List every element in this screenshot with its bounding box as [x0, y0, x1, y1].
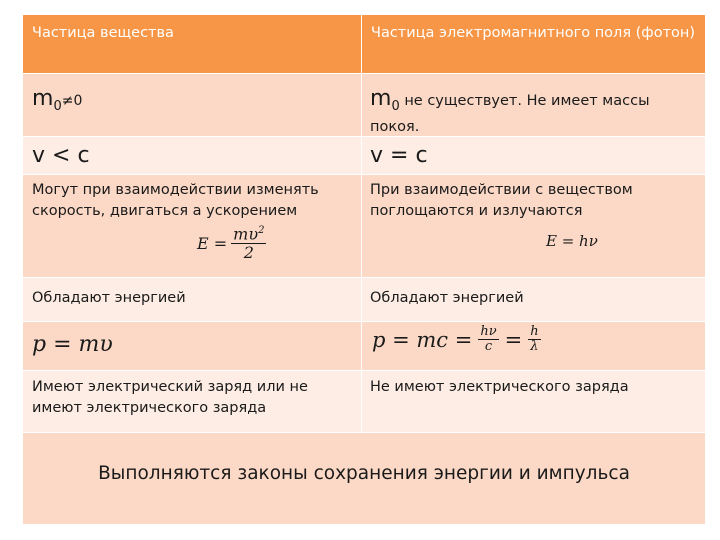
header-cell-photon: [362, 15, 706, 74]
matter-mass-text: m0≠0: [32, 86, 83, 114]
cell-matter-interaction: [23, 175, 362, 278]
photon-mass-text: m0 не существует. Не имеет массы покоя.: [370, 86, 650, 135]
header-cell-matter: [23, 15, 362, 74]
matter-energy-text: Обладают энергией: [32, 290, 186, 306]
photon-energy-formula: E = hν: [546, 232, 598, 250]
cell-photon-mass: [362, 74, 706, 137]
cell-photon-momentum: [362, 322, 706, 371]
table-row-footer: [23, 433, 706, 525]
matter-interaction-text: Могут при взаимодействии изменять скорость, двигаться а ускорением: [32, 182, 319, 219]
cell-matter-momentum: [23, 322, 362, 371]
comparison-table: [22, 14, 706, 525]
cell-photon-interaction: [362, 175, 706, 278]
header-row: [23, 15, 706, 74]
cell-photon-energy: [362, 278, 706, 322]
photon-momentum-formula: p = mc = $\frac{h\nu}{c}$ = $\frac{h}{\lambda}$: [372, 324, 539, 355]
table-row-charge: [23, 371, 706, 433]
conservation-laws-text: Выполняются законы сохранения энергии и импульса: [98, 463, 630, 484]
header-photon-label: Частица электромагнитного поля (фотон): [371, 25, 696, 41]
matter-speed-text: v < c: [32, 143, 90, 168]
cell-conservation-laws: [23, 433, 706, 525]
photon-speed-text: v = c: [370, 143, 428, 168]
matter-momentum-formula: p = mυ: [32, 332, 113, 357]
kinetic-energy-formula: E = $\frac{m\upsilon^2}{2}$: [197, 224, 265, 262]
cell-photon-speed: [362, 137, 706, 175]
header-matter-label: Частица вещества: [32, 25, 174, 41]
cell-matter-energy: [23, 278, 362, 322]
table-row-speed: [23, 137, 706, 175]
table-row-interaction: [23, 175, 706, 278]
cell-matter-speed: [23, 137, 362, 175]
table-row-momentum: [23, 322, 706, 371]
table-row-mass: [23, 74, 706, 137]
table-row-energy: [23, 278, 706, 322]
photon-interaction-text: При взаимодействии с веществом поглощаются и излучаются: [370, 182, 633, 219]
photon-charge-text: Не имеют электрического заряда: [370, 379, 629, 395]
photon-energy-text: Обладают энергией: [370, 290, 524, 306]
cell-matter-mass: [23, 74, 362, 137]
cell-matter-charge: [23, 371, 362, 433]
matter-charge-text: Имеют электрический заряд или не имеют электрического заряда: [32, 379, 308, 416]
cell-photon-charge: [362, 371, 706, 433]
